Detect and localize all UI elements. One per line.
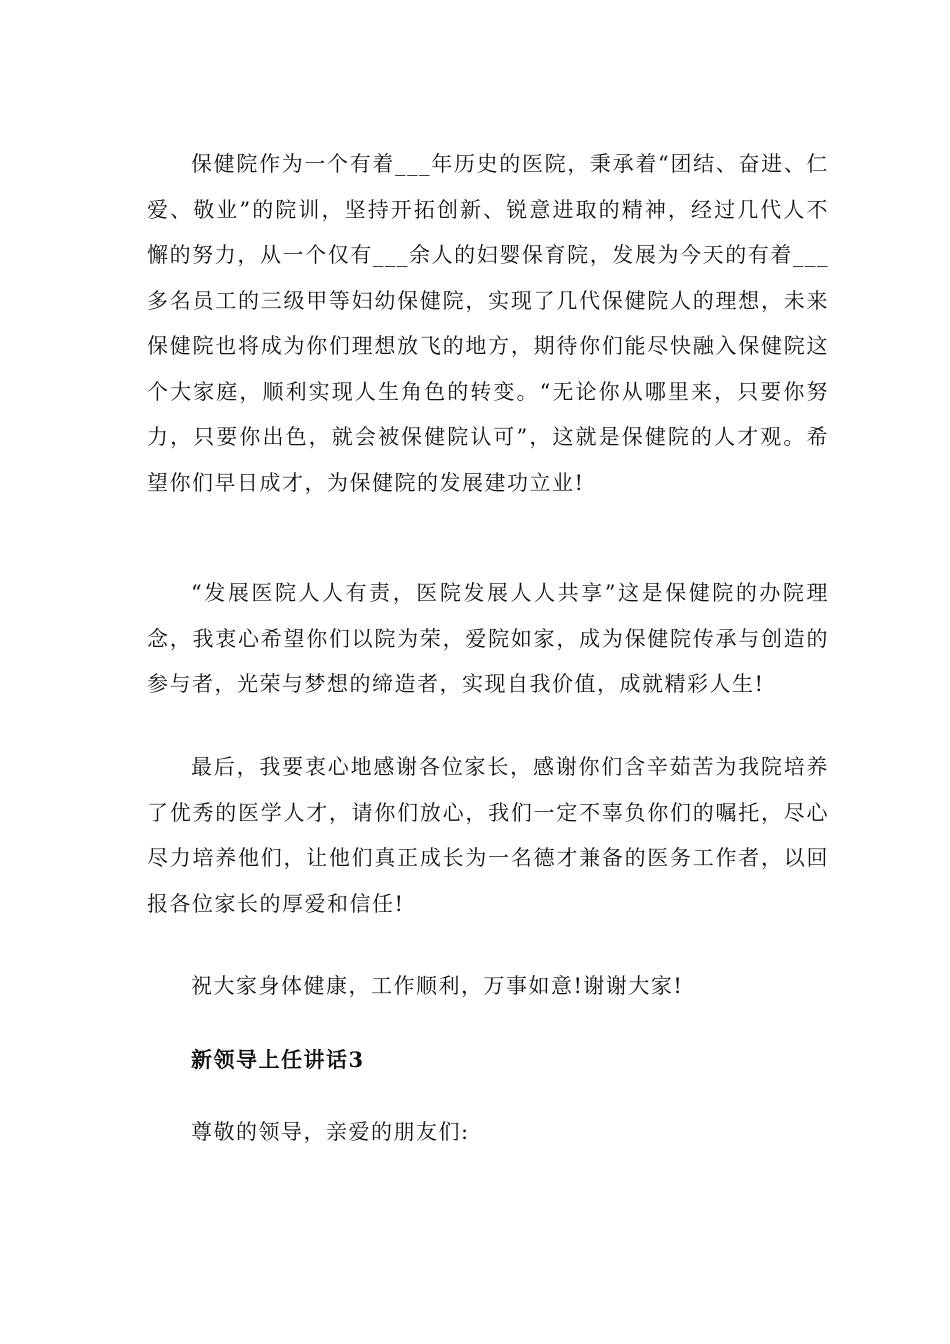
paragraph-hospital-philosophy: “发展医院人人有责，医院发展人人共享”这是保健院的办院理念，我衷心希望你们以院为荣，爱院如家，成为保健院传承与创造的参与者，光荣与梦想的缔造者，实现自我价值，成就精彩人生! xyxy=(147,581,829,696)
section-title: 新领导上任讲话3 xyxy=(191,1047,365,1072)
closing-wishes: 祝大家身体健康，工作顺利，万事如意!谢谢大家! xyxy=(191,974,684,998)
salutation: 尊敬的领导，亲爱的朋友们: xyxy=(191,1120,470,1144)
paragraph-thanks-parents: 最后，我要衷心地感谢各位家长，感谢你们含辛茹苦为我院培养了优秀的医学人才，请你们放心，我们一定不辜负你们的嘱托，尽心尽力培养他们，让他们真正成长为一名德才兼备的医务工作者，以回报各位家长的厚爱和信任! xyxy=(147,755,829,916)
paragraph-hospital-history: 保健院作为一个有着___年历史的医院，秉承着“团结、奋进、仁爱、敬业”的院训，坚持开拓创新、锐意进取的精神，经过几代人不懈的努力，从一个仅有___余人的妇婴保育院，发展为今天的有着___多名员工的三级甲等妇幼保健院，实现了几代保健院人的理想，未来保健院也将成为你们理想放飞的地方，期待你们能尽快融入保健院这个大家庭，顺利实现人生角色的转变。“无论你从哪里来，只要你努力，只要你出色，就会被保健院认可”，这就是保健院的人才观。希望你们早日成才，为保健院的发展建功立业! xyxy=(147,152,829,495)
